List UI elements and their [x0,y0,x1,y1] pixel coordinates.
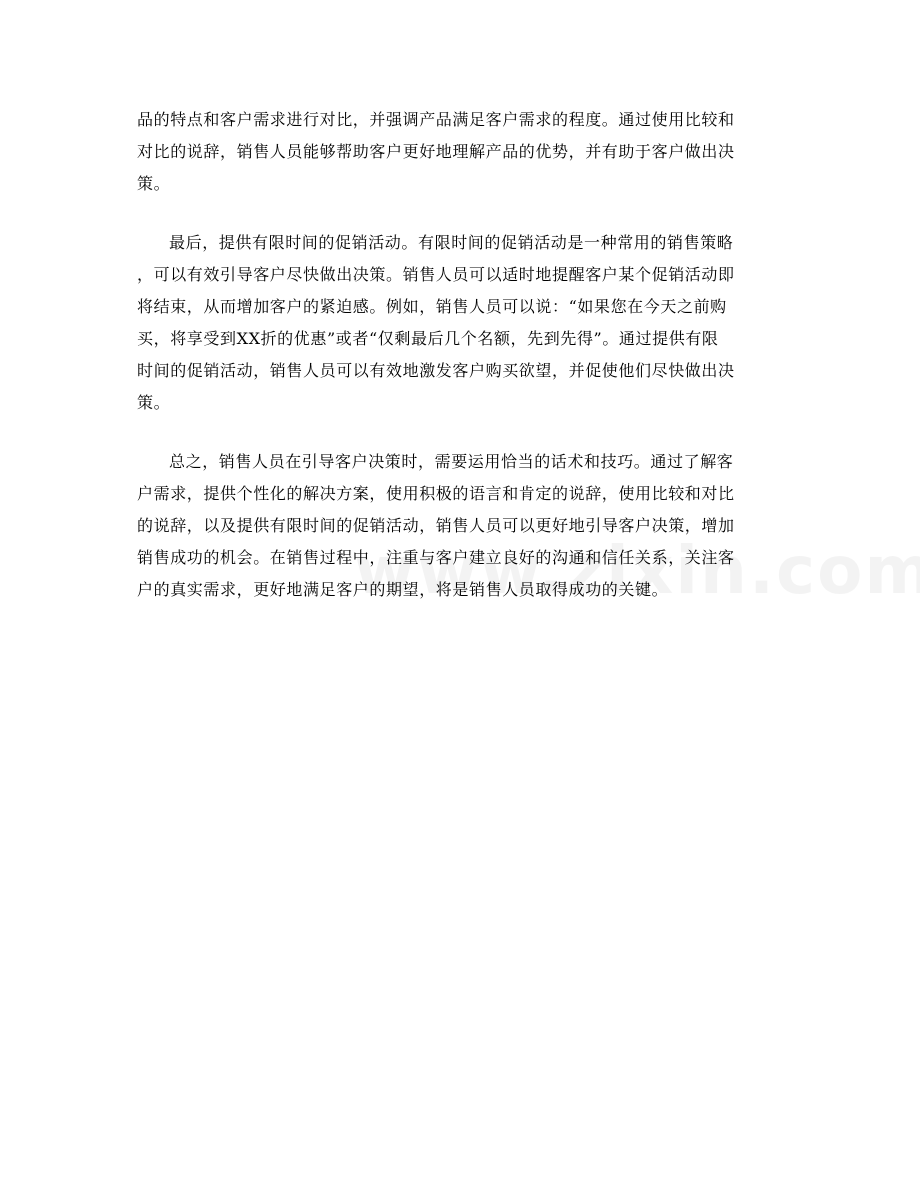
paragraph-spacer [137,419,783,446]
watermark [354,532,920,609]
text-line: 最后，提供有限时间的促销活动。有限时间的促销活动是一种常用的销售策略 [169,233,734,252]
text-line: 将结束，从而增加客户的紧迫感。例如，销售人员可以说：“如果您在今天之前购 [137,297,727,316]
text-line: ，可以有效引导客户尽快做出决策。销售人员可以适时地提醒客户某个促销活动即 [137,265,735,284]
text-line: 销售成功的机会。在销售过程中，注重与客户建立良好的沟通和信任关系，关注客 [137,548,735,567]
text-line: 对比的说辞，销售人员能够帮助客户更好地理解产品的优势，并有助于客户做出决 [137,142,735,161]
paragraph-limited-time-promotion [137,227,783,419]
text-line: 策。 [137,393,171,412]
text-line: 户需求，提供个性化的解决方案，使用积极的语言和肯定的说辞，使用比较和对比 [137,484,735,503]
text-line: 户的真实需求，更好地满足客户的期望，将是销售人员取得成功的关键。 [137,580,669,599]
paragraph-spacer [137,200,783,227]
text-line: 品的特点和客户需求进行对比，并强调产品满足客户需求的程度。通过使用比较和 [137,110,735,129]
paragraph-comparison-continued [137,104,783,200]
text-line: 策。 [137,174,171,193]
text-line: 的说辞，以及提供有限时间的促销活动，销售人员可以更好地引导客户决策，增加 [137,516,735,535]
text-line: 买，将享受到XX折的优惠”或者“仅剩最后几个名额，先到先得”。通过提供有限 [137,329,719,348]
text-line: 时间的促销活动，销售人员可以有效地激发客户购买欲望，并促使他们尽快做出决 [137,361,735,380]
text-line: 总之，销售人员在引导客户决策时，需要运用恰当的话术和技巧。通过了解客 [169,452,734,471]
document-body [137,104,783,606]
